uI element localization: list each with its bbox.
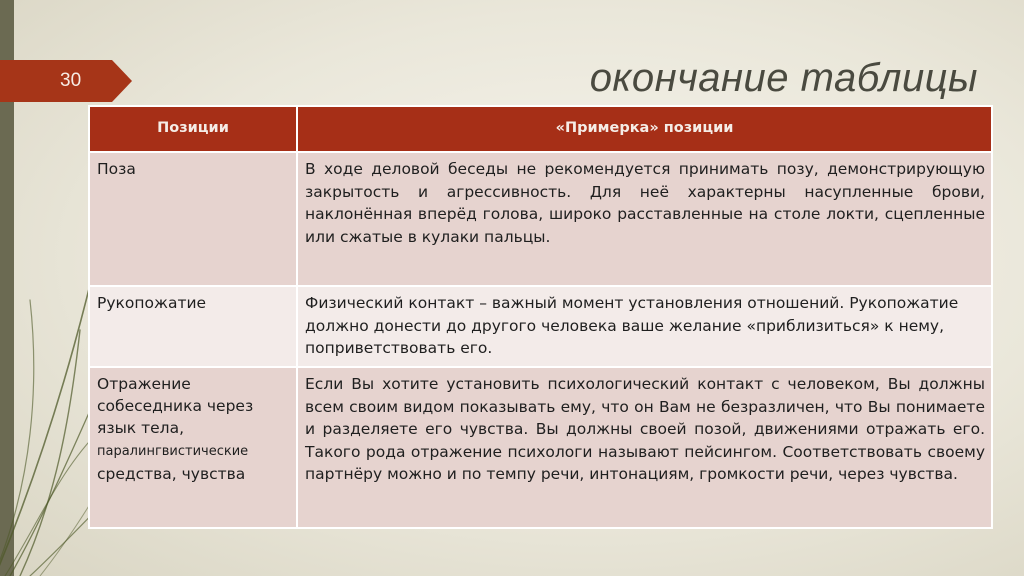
row-description: В ходе деловой беседы не рекомендуется принимать позу, демонстрирующую закрытость и агрессивность. Для неё характерны насупленные брови, наклонённая вперёд голова, широко расставленные на столе локти, сцепленные или сжатые в кулаки пальцы.: [297, 152, 992, 286]
slide-title: окончание таблицы: [589, 56, 978, 100]
table-header-row: [89, 106, 992, 152]
row-description: Физический контакт – важный момент установления отношений. Рукопожатие должно донести до другого человека ваше желание «приблизиться» к нему, поприветствовать его.: [297, 286, 992, 367]
row-position: Рукопожатие: [89, 286, 297, 367]
position-text-end: средства, чувства: [97, 465, 246, 483]
table-row: [89, 286, 992, 367]
position-text-main: Отражение собеседника через язык тела,: [97, 375, 254, 437]
table-row: [89, 152, 992, 286]
row-position: [89, 367, 297, 528]
header-positions: Позиции: [89, 106, 297, 152]
row-position: Поза: [89, 152, 297, 286]
row-description: Если Вы хотите установить психологический контакт с человеком, Вы должны всем своим видом показывать ему, что он Вам не безразличен, что Вы понимаете и разделяете его чувства. Вы должны своей позой, движениями отражать его. Такого рода отражение психологи называют пейсингом. Соответствовать своему партнёру можно и по темпу речи, интонациям, громкости речи, через чувства.: [297, 367, 992, 528]
header-fitting: «Примерка» позиции: [297, 106, 992, 152]
table-row: [89, 367, 992, 528]
slide-number: 30: [60, 70, 82, 91]
positions-table: [88, 105, 993, 529]
position-text-small: паралингвистические: [97, 444, 249, 459]
